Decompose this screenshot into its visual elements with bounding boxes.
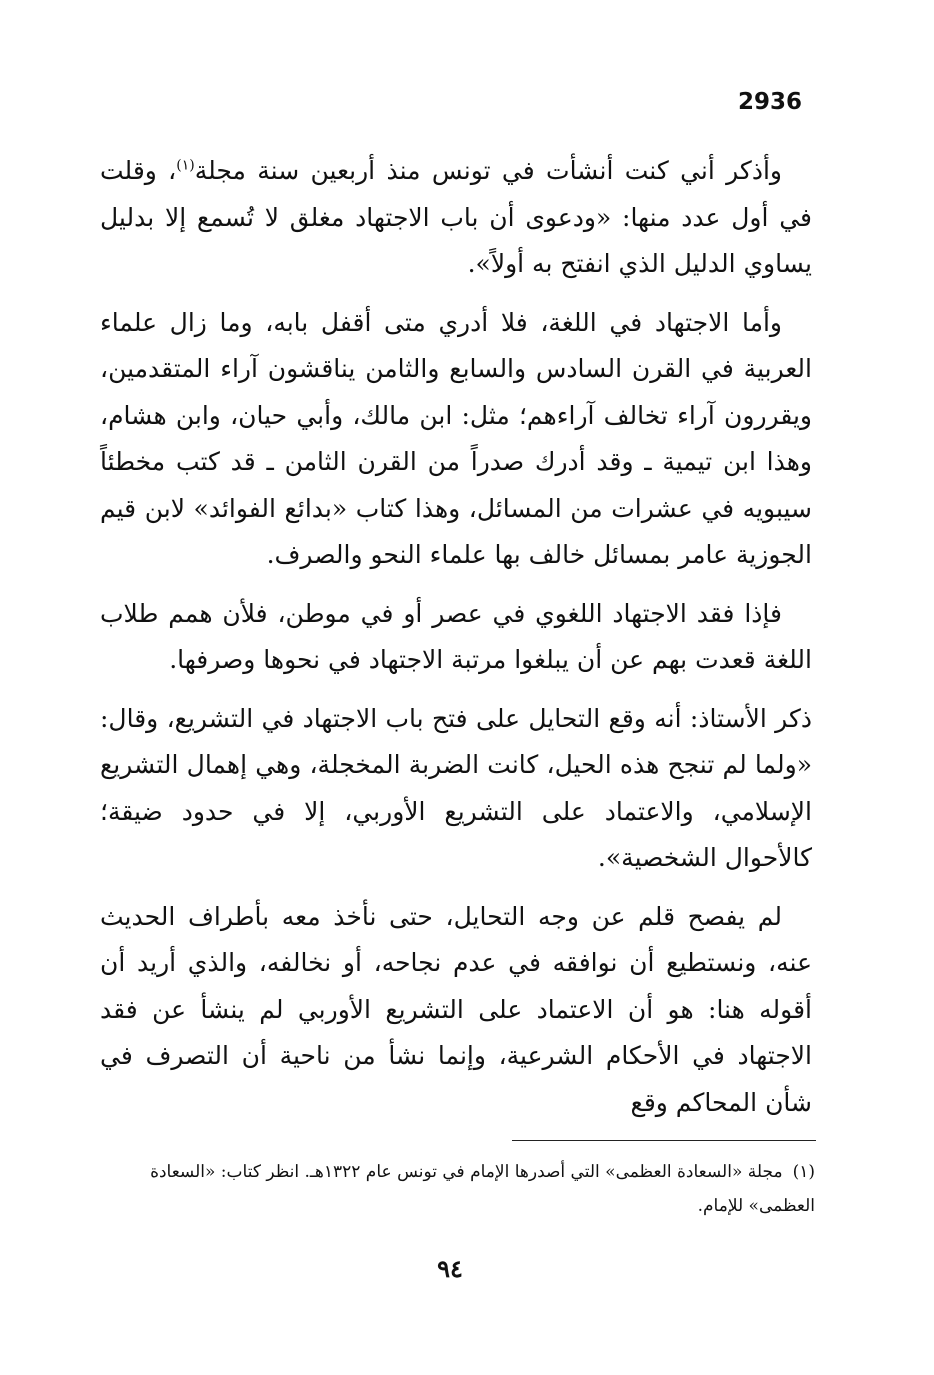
- body-text: [100, 148, 812, 1138]
- footnote-text: مجلة «السعادة العظمى» التي أصدرها الإمام في تونس عام ١٣٢٢هـ. انظر كتاب: «السعادة العظمى» للإمام.: [150, 1162, 815, 1216]
- page-id-number: 2936: [738, 89, 803, 115]
- footnote: [115, 1155, 815, 1223]
- paragraph: لم يفصح قلم عن وجه التحايل، حتى نأخذ معه بأطراف الحديث عنه، ونستطيع أن نوافقه في عدم نجاحه، أو نخالفه، والذي أريد أن أقوله هنا: هو أن الاعتماد على التشريع الأوربي لم ينشأ عن فقد الاجتهاد في الأحكام الشرعية، وإنما نشأ من ناحية أن التصرف في شأن المحاكم وقع: [100, 901, 812, 1117]
- paragraph-text: ، وقلت في أول عدد منها: «ودعوى أن باب الاجتهاد مغلق لا تُسمع إلا بدليل يساوي الدليل الذي انفتح به أولاً».: [100, 156, 812, 278]
- footnote-marker: (١): [792, 1162, 815, 1182]
- paragraph-text: وأذكر أني كنت أنشأت في تونس منذ أربعين سنة مجلة: [194, 156, 782, 185]
- footnote-reference: (١): [176, 157, 195, 174]
- paragraph: فإذا فقد الاجتهاد اللغوي في عصر أو في موطن، فلأن همم طلاب اللغة قعدت بهم عن أن يبلغوا مرتبة الاجتهاد في نحوها وصرفها.: [100, 598, 812, 674]
- paragraph: ذكر الأستاذ: أنه وقع التحايل على فتح باب الاجتهاد في التشريع، وقال: «ولما لم تنجح هذه الحيل، كانت الضربة المخجلة، وهي إهمال التشريع الإسلامي، والاعتماد على التشريع الأوربي، إلا في حدود ضيقة؛ كالأحوال الشخصية».: [100, 703, 812, 872]
- footnote-divider: [512, 1140, 816, 1141]
- paragraph: [100, 148, 812, 288]
- page-number: ٩٤: [437, 1254, 463, 1283]
- paragraph: وأما الاجتهاد في اللغة، فلا أدري متى أقفل بابه، وما زال علماء العربية في القرن السادس والسابع والثامن يناقشون آراء المتقدمين، ويقررون آراء تخالف آراءهم؛ مثل: ابن مالك، وأبي حيان، وابن هشام، وهذا ابن تيمية ـ وقد أدرك صدراً من القرن الثامن ـ قد كتب مخطئاً سيبويه في عشرات من المسائل، وهذا كتاب «بدائع الفوائد» لابن قيم الجوزية عامر بمسائل خالف بها علماء النحو والصرف.: [100, 307, 812, 569]
